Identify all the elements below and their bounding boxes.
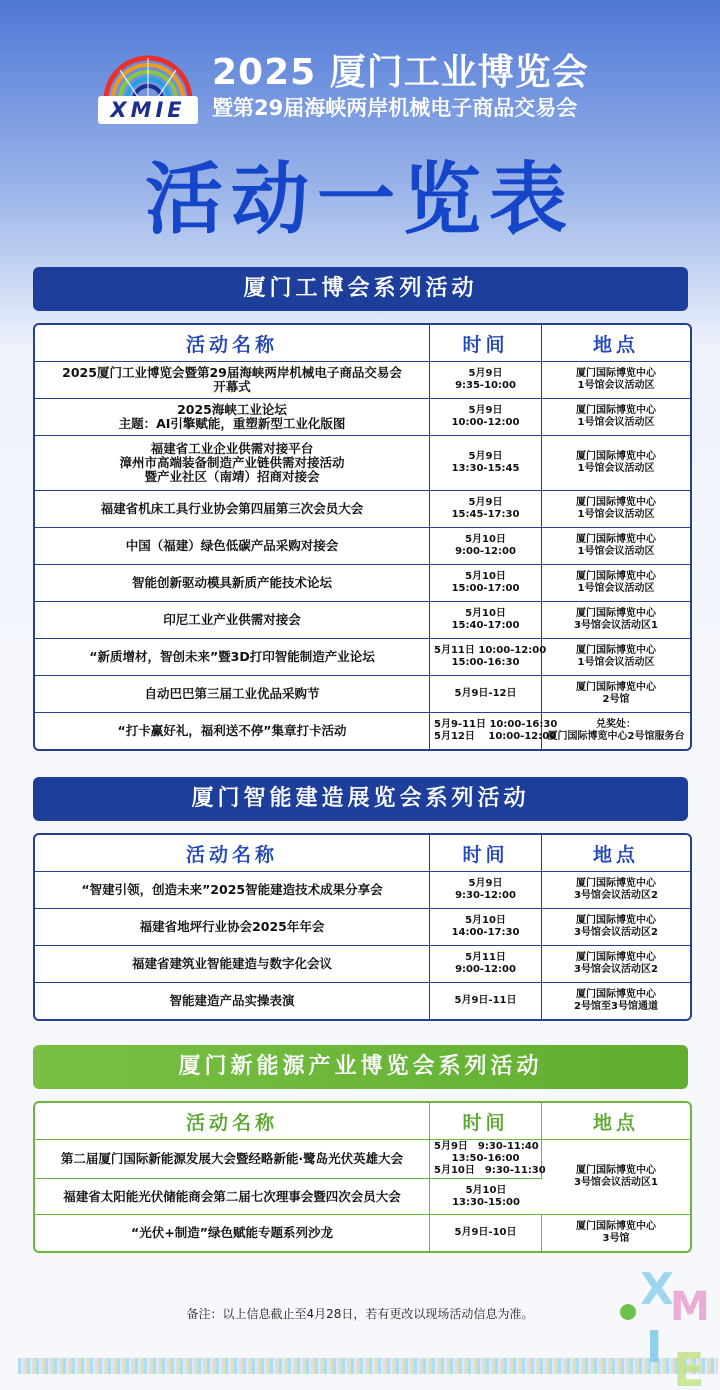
- activity-place-line: 1号馆会议活动区: [577, 657, 655, 668]
- activity-name: [35, 436, 430, 491]
- activity-place-line: 厦门国际博览中心: [576, 878, 656, 889]
- activity-time-line: 9:00-12:00: [455, 964, 516, 975]
- page-header: [0, 0, 720, 250]
- activity-name-line: 福建省太阳能光伏储能商会第二届七次理事会暨四次会员大会: [63, 1188, 401, 1204]
- activity-name-line: 福建省机床工具行业协会第四届第三次会员大会: [100, 501, 364, 516]
- activity-place-line: 厦门国际博览中心: [576, 989, 656, 1000]
- activity-time-line: 5月9日: [468, 368, 503, 379]
- activity-time: [430, 565, 542, 602]
- activity-table-new-energy: [33, 1101, 692, 1253]
- activity-time: [430, 676, 542, 713]
- activity-name-line: 自动巴巴第三届工业优品采购节: [144, 686, 320, 701]
- activity-place-line: 1号馆会议活动区: [577, 380, 655, 391]
- activity-place: [542, 676, 690, 713]
- activity-name: [35, 713, 430, 749]
- activity-name-line: “新质增材，智创未来”暨3D打印智能制造产业论坛: [89, 649, 375, 664]
- activity-name: [35, 909, 430, 946]
- table-header-row: [35, 835, 690, 872]
- activity-place-line: 厦门国际博览中心: [576, 534, 656, 545]
- table-row: [35, 639, 690, 676]
- activity-place-line: 厦门国际博览中心: [576, 952, 656, 963]
- activity-time-line: 5月9-11日 10:00-16:30: [434, 719, 558, 730]
- logo-text: XMIE: [98, 96, 198, 124]
- section-title-smart-construction: 厦门智能建造展览会系列活动: [33, 777, 688, 821]
- activity-time-line: 5月9日: [468, 451, 503, 462]
- activity-name: [35, 528, 430, 565]
- activity-place: [542, 983, 690, 1019]
- activity-place: [542, 491, 690, 528]
- activity-place: [542, 528, 690, 565]
- activity-name: [35, 639, 430, 676]
- activity-time-line: 10:00-12:00: [451, 417, 520, 428]
- table-header-row: [35, 1103, 690, 1140]
- column-header-place: 地点: [542, 1103, 690, 1140]
- activity-place-line: 1号馆会议活动区: [577, 463, 655, 474]
- activity-name-line: “打卡赢好礼，福利送不停”集章打卡活动: [117, 723, 347, 738]
- column-header-place: 地点: [542, 325, 690, 362]
- activity-place-line: 1号馆会议活动区: [577, 546, 655, 557]
- activity-place-line: 兑奖处：: [596, 719, 636, 730]
- activity-name: [35, 676, 430, 713]
- activity-time-line: 5月11日: [465, 952, 506, 963]
- activity-place-line: 厦门国际博览中心2号馆服务台: [547, 731, 685, 742]
- activity-name-line: 印尼工业产业供需对接会: [163, 612, 301, 627]
- activity-place: [542, 713, 690, 749]
- activity-name-line: 2025海峡工业论坛: [177, 402, 287, 417]
- activity-time-line: 15:00-17:00: [451, 583, 520, 594]
- activity-place-line: 2号馆: [602, 694, 630, 705]
- activity-time-line: 5月9日 9:30-11:40: [434, 1141, 539, 1152]
- activity-place: [542, 1215, 690, 1251]
- activity-place-line: 厦门国际博览中心: [576, 915, 656, 926]
- activity-time-line: 5月9日-10日: [454, 1227, 517, 1238]
- activity-name: [35, 872, 430, 909]
- activity-time-line: 5月10日: [465, 1184, 507, 1196]
- column-header-time: 时间: [430, 325, 542, 362]
- activity-place-line: 2号馆至3号馆通道: [574, 1001, 658, 1012]
- column-header-name: 活动名称: [35, 325, 430, 362]
- activity-name: [35, 602, 430, 639]
- activity-name: [35, 491, 430, 528]
- table-row: [35, 872, 690, 909]
- activity-place-line: 3号馆会议活动区1: [574, 1177, 658, 1188]
- activity-time: [430, 872, 542, 909]
- svg-text:E: E: [673, 1343, 705, 1390]
- activity-time: [430, 983, 542, 1019]
- footer-note: 备注：以上信息截止至4月28日，若有更改以现场活动信息为准。: [186, 1307, 534, 1321]
- activity-name: [35, 399, 430, 436]
- table-row: [35, 909, 690, 946]
- section-title-new-energy: 厦门新能源产业博览会系列活动: [33, 1045, 688, 1089]
- activity-place-line: 厦门国际博览中心: [576, 1165, 656, 1176]
- table-row: [35, 491, 690, 528]
- column-header-time: 时间: [430, 835, 542, 872]
- activity-place: [542, 909, 690, 946]
- activity-time: [430, 436, 542, 491]
- activity-name-line: 福建省工业企业供需对接平台: [150, 441, 314, 456]
- table-row: [35, 1140, 690, 1179]
- svg-text:X: X: [640, 1264, 674, 1315]
- activity-table-smart-construction: [33, 833, 692, 1021]
- activity-time-line: 13:30-15:00: [452, 1196, 520, 1208]
- table-row: [35, 565, 690, 602]
- activity-place: [542, 1140, 690, 1215]
- activity-name: [35, 1140, 430, 1179]
- activity-place: [542, 602, 690, 639]
- activity-place-line: 厦门国际博览中心: [576, 608, 656, 619]
- activity-time-line: 5月10日 9:30-11:30: [434, 1165, 546, 1176]
- activity-place-line: 厦门国际博览中心: [576, 368, 656, 379]
- activity-place-line: 3号馆会议活动区2: [574, 964, 658, 975]
- activity-name-line: 开幕式: [213, 379, 251, 394]
- activity-time: [430, 491, 542, 528]
- activity-place-line: 厦门国际博览中心: [576, 682, 656, 693]
- column-header-place: 地点: [542, 835, 690, 872]
- activity-time-line: 15:45-17:30: [451, 509, 520, 520]
- activity-place: [542, 565, 690, 602]
- activity-name: [35, 946, 430, 983]
- activity-time: [430, 713, 558, 749]
- section-title-expo: 厦门工博会系列活动: [33, 267, 688, 311]
- activity-time-line: 13:50-16:00: [451, 1153, 520, 1164]
- activity-time: [430, 909, 542, 946]
- decorative-strip: [18, 1358, 718, 1374]
- table-header-row: [35, 325, 690, 362]
- activity-time-line: 14:00-17:30: [451, 927, 520, 938]
- activity-time-line: 9:35-10:00: [455, 380, 516, 391]
- activity-place-line: 1号馆会议活动区: [577, 417, 655, 428]
- table-row: [35, 946, 690, 983]
- activity-name-line: 福建省地坪行业协会2025年年会: [139, 919, 325, 934]
- activity-name: [35, 565, 430, 602]
- activity-name: [35, 1179, 430, 1215]
- activity-time: [430, 362, 542, 399]
- page-title: 活动一览表: [144, 155, 575, 245]
- activity-place: [542, 872, 690, 909]
- activity-time-line: 9:30-12:00: [455, 890, 516, 901]
- activity-name: [35, 1215, 430, 1251]
- table-row: [35, 676, 690, 713]
- table-row: [35, 713, 690, 749]
- table-row: [35, 983, 690, 1019]
- activity-time-line: 5月9日-12日: [454, 688, 517, 699]
- activity-place-line: 3号馆会议活动区2: [574, 927, 658, 938]
- activity-name-line: “光伏+制造”绿色赋能专题系列沙龙: [131, 1225, 333, 1240]
- activity-place: [542, 946, 690, 983]
- activity-name-line: 暨产业社区（南靖）招商对接会: [144, 469, 320, 484]
- activity-place-line: 3号馆会议活动区1: [574, 620, 658, 631]
- table-row: [35, 1215, 690, 1251]
- activity-place-line: 厦门国际博览中心: [576, 405, 656, 416]
- activity-place-line: 厦门国际博览中心: [576, 645, 656, 656]
- activity-time: [430, 399, 542, 436]
- activity-time-line: 13:30-15:45: [451, 463, 520, 474]
- activity-time-line: 5月10日: [465, 571, 506, 582]
- activity-place-line: 厦门国际博览中心: [576, 451, 656, 462]
- table-row: [35, 602, 690, 639]
- activity-name: [35, 362, 430, 399]
- column-header-name: 活动名称: [35, 1103, 430, 1140]
- activity-time-line: 9:00-12:00: [455, 546, 516, 557]
- activity-time-line: 5月10日: [465, 915, 506, 926]
- activity-place-line: 厦门国际博览中心: [576, 571, 656, 582]
- activity-name-line: 第二届厦门国际新能源发展大会暨经略新能·鹭岛光伏英雄大会: [60, 1151, 404, 1166]
- activity-place-line: 1号馆会议活动区: [577, 583, 655, 594]
- activity-name-line: 福建省建筑业智能建造与数字化会议: [131, 956, 332, 971]
- activity-place: [542, 362, 690, 399]
- table-row: [35, 362, 690, 399]
- activity-time: [430, 602, 542, 639]
- expo-title: 2025 厦门工业博览会: [212, 52, 589, 93]
- activity-table-expo: [33, 323, 692, 751]
- activity-time-line: 5月9日: [468, 497, 503, 508]
- activity-time-line: 5月10日: [465, 534, 506, 545]
- activity-time-line: 15:00-16:30: [451, 657, 520, 668]
- activity-time: [430, 1179, 542, 1215]
- activity-place-line: 3号馆会议活动区2: [574, 890, 658, 901]
- activity-place-line: 厦门国际博览中心: [576, 497, 656, 508]
- activity-name-line: 中国（福建）绿色低碳产品采购对接会: [125, 538, 339, 553]
- activity-time-line: 5月9日: [468, 405, 503, 416]
- activity-time-line: 5月10日: [465, 608, 506, 619]
- activity-time: [430, 639, 547, 676]
- activity-time: [430, 528, 542, 565]
- table-row: [35, 528, 690, 565]
- activity-place: [542, 399, 690, 436]
- table-row: [35, 399, 690, 436]
- activity-time-line: 5月12日 10:00-12:00: [434, 731, 557, 742]
- activity-place-line: 3号馆: [602, 1233, 630, 1244]
- activity-time-line: 5月9日: [468, 878, 503, 889]
- activity-time: [430, 946, 542, 983]
- activity-name-line: 主题：AI引擎赋能，重塑新型工业化版图: [118, 416, 346, 431]
- activity-name-line: 漳州市高端装备制造产业链供需对接活动: [119, 455, 345, 470]
- activity-place-line: 厦门国际博览中心: [576, 1221, 656, 1232]
- activity-name-line: “智建引领，创造未来”2025智能建造技术成果分享会: [81, 882, 383, 897]
- activity-time-line: 15:40-17:00: [451, 620, 520, 631]
- activity-name-line: 智能创新驱动模具新质产能技术论坛: [131, 575, 332, 590]
- expo-subtitle: 暨第29届海峡两岸机械电子商品交易会: [212, 96, 578, 120]
- svg-text:I: I: [646, 1322, 663, 1373]
- activity-time: [430, 1140, 546, 1179]
- activity-time-line: 5月11日 10:00-12:00: [434, 645, 547, 656]
- column-header-time: 时间: [430, 1103, 542, 1140]
- xmie-corner-logo-icon: [618, 1262, 720, 1390]
- activity-time: [430, 1215, 542, 1251]
- table-row: [35, 436, 690, 491]
- activity-place: [542, 436, 690, 491]
- activity-place-line: 1号馆会议活动区: [577, 509, 655, 520]
- activity-name-line: 2025厦门工业博览会暨第29届海峡两岸机械电子商品交易会: [62, 365, 402, 380]
- activity-name: [35, 983, 430, 1019]
- column-header-name: 活动名称: [35, 835, 430, 872]
- activity-name-line: 智能建造产品实操表演: [169, 993, 295, 1008]
- activity-place: [542, 639, 690, 676]
- activity-time-line: 5月9日-11日: [454, 995, 517, 1006]
- svg-text:M: M: [670, 1284, 710, 1330]
